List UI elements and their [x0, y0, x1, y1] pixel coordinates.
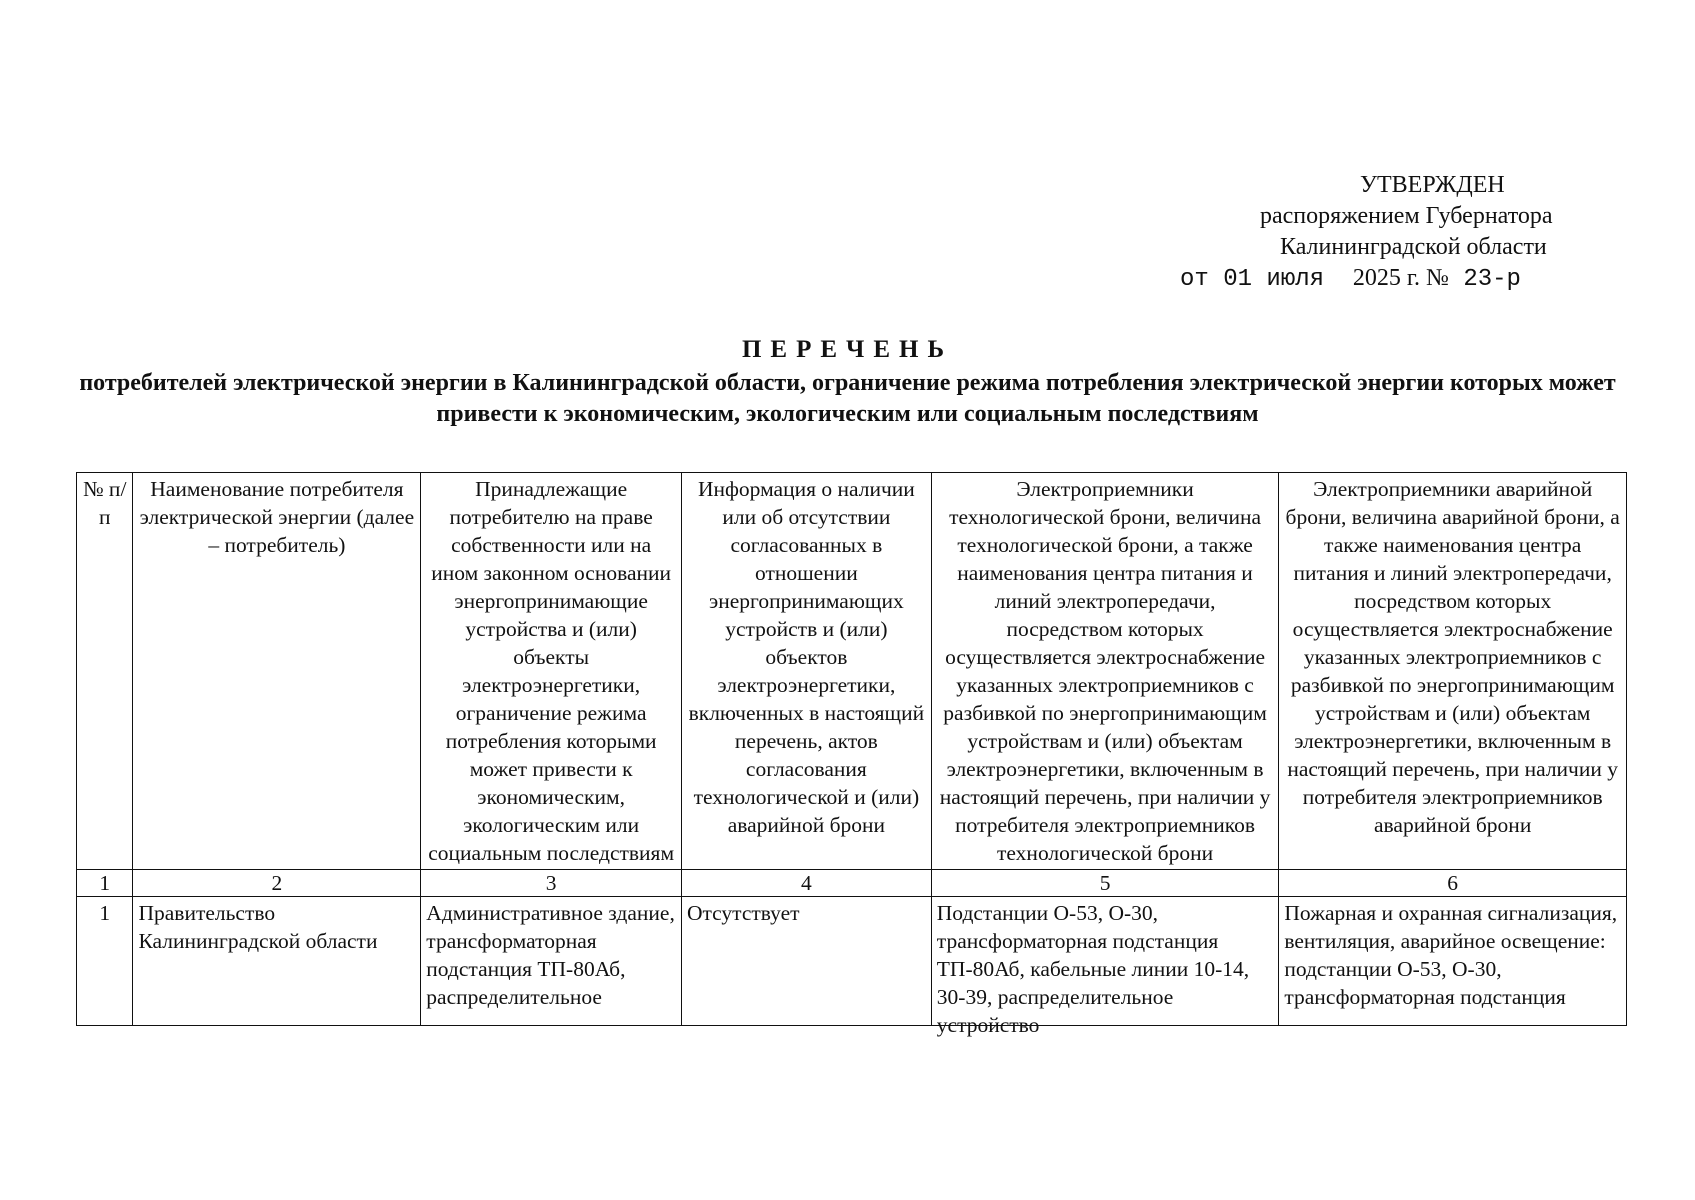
approval-region: Калининградской области — [1280, 234, 1547, 260]
row-consumer-text: Правительство Калининградской области — [138, 901, 378, 953]
approval-number: 23-р — [1463, 266, 1521, 293]
header-cell-number: № п/п — [77, 473, 133, 870]
approval-date: 01 июля — [1223, 266, 1325, 293]
row-consumer — [133, 897, 421, 1026]
column-number: 1 — [77, 870, 133, 897]
approval-issuer: распоряжением Губернатора — [1260, 203, 1553, 229]
row-acts-text: Отсутствует — [686, 901, 800, 925]
header-cell-emergency-reserve: Электроприемники аварийной брони, величина аварийной брони, а также наименования центра питания и линий электропередачи, посредством которых осуществляется электроснабжение указанных электроприемников с разбивкой по энергопринимающим устройствам и (или) объектам электроэнергетики, включенным в настоящий перечень, при наличии у потребителя электроприемников аварийной брони — [1279, 473, 1627, 870]
row-devices — [421, 897, 682, 1026]
column-numbers-row — [77, 870, 1627, 897]
consumers-table — [76, 472, 1627, 1037]
approval-title: УТВЕРЖДЕН — [1360, 172, 1505, 198]
approval-stamp — [1180, 170, 1640, 295]
row-number-text: 1 — [99, 901, 111, 925]
column-number: 5 — [931, 870, 1279, 897]
row-tech-reserve — [931, 897, 1279, 1037]
row-acts — [681, 897, 931, 1026]
column-number: 6 — [1279, 870, 1627, 897]
header-cell-consumer: Наименование потребителя электрической энергии (далее – потребитель) — [133, 473, 421, 870]
column-number: 2 — [133, 870, 421, 897]
table-row — [77, 897, 1627, 1026]
header-cell-tech-reserve: Электроприемники технологической брони, величина технологической брони, а также наименования центра питания и линий электропередачи, посредством которых осуществляется электроснабжение указанных электроприемников с разбивкой по энергопринимающим устройствам и (или) объектам электроэнергетики, включенным в настоящий перечень, при наличии у потребителя электроприемников технологической брони — [931, 473, 1279, 870]
document-subtitle: потребителей электрической энергии в Калининградской области, ограничение режима потребления электрической энергии которых может привести к экономическим, экологическим или социальным последствиям — [79, 370, 1616, 427]
header-cell-acts: Информация о наличии или об отсутствии согласованных в отношении энергопринимающих устройств и (или) объектов электроэнергетики, включенных в настоящий перечень, актов согласования технологической и (или) аварийной брони — [681, 473, 931, 870]
row-emergency-reserve — [1279, 897, 1627, 1026]
document-title: ПЕРЕЧЕНЬ — [741, 336, 954, 363]
column-number: 3 — [421, 870, 682, 897]
row-devices-text: Административное здание, трансформаторная подстанция ТП-80Аб, распределительное — [426, 901, 675, 1009]
row-number — [77, 897, 133, 1026]
row-emergency-reserve-text: Пожарная и охранная сигнализация, вентиляция, аварийное освещение: подстанции О-53, О-30, трансформаторная подстанция — [1284, 901, 1618, 1009]
approval-year: 2025 г. № — [1352, 265, 1449, 291]
row-tech-reserve-text: Подстанции О-53, О-30, трансформаторная подстанция ТП-80Аб, кабельные линии 10-14, 30-39, распределительное устройство — [936, 901, 1250, 1037]
table-header-row — [77, 473, 1627, 870]
header-cell-devices: Принадлежащие потребителю на праве собственности или на ином законном основании энергопринимающие устройства и (или) объекты электроэнергетики, ограничение режима потребления которыми может привести к экономическим, экологическим или социальным последствиям — [421, 473, 682, 870]
column-number: 4 — [681, 870, 931, 897]
approval-date-line — [1180, 263, 1640, 295]
approval-date-prefix: от — [1180, 266, 1209, 293]
document-heading — [60, 336, 1635, 430]
